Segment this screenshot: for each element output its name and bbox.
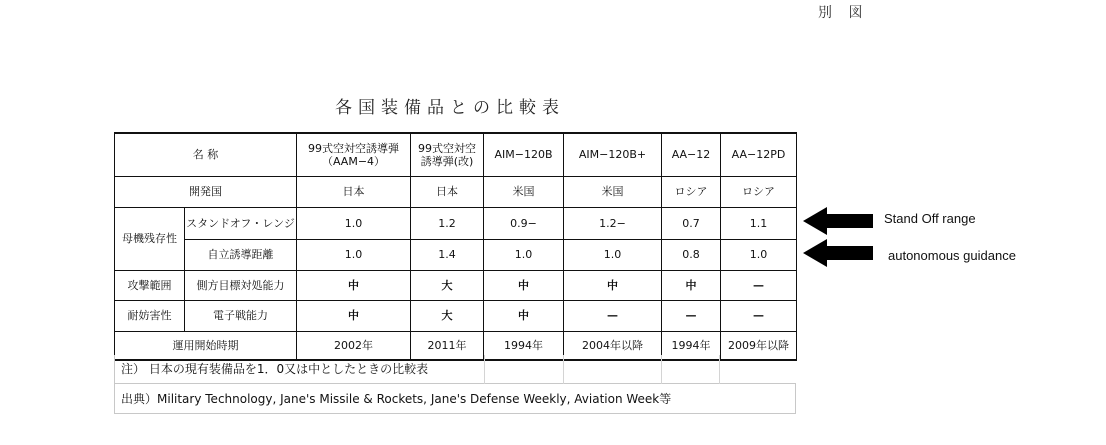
table-cell: 0.8 <box>662 239 721 270</box>
table-cell: 中 <box>484 270 564 300</box>
table-cell: 日本 <box>411 176 484 207</box>
group-label-attack-range: 攻撃範囲 <box>115 270 185 300</box>
standoff-annotation: Stand Off range <box>884 211 976 226</box>
arrow-left-icon <box>803 207 873 235</box>
row-label-standoff: スタンドオフ・レンジ <box>185 207 297 239</box>
table-cell: — <box>662 300 721 331</box>
table-row <box>115 270 797 300</box>
note-text: 注） 日本の現有装備品を1．0又は中としたときの比較表 <box>114 355 796 384</box>
divider <box>719 355 720 384</box>
source-text: 出典）Military Technology, Jane's Missile & Rockets, Jane's Defense Weekly, Aviation Week等 <box>114 384 796 414</box>
annex-label: 別 図 <box>818 5 869 21</box>
col-header-aam4-kai: 99式空対空 誘導弾(改) <box>411 133 484 176</box>
table-cell: — <box>721 270 797 300</box>
table-row <box>115 239 797 270</box>
table-cell: 2009年以降 <box>721 331 797 360</box>
table-cell: 1994年 <box>484 331 564 360</box>
table-cell: 米国 <box>484 176 564 207</box>
comparison-table <box>114 132 797 361</box>
table-cell: 米国 <box>564 176 662 207</box>
page-title: 各国装備品との比較表 <box>335 98 565 118</box>
col-header-aim120b: AIM−120B <box>484 133 564 176</box>
group-label-ecm-resistance: 耐妨害性 <box>115 300 185 331</box>
table-cell: 1.0 <box>484 239 564 270</box>
row-label-lateral: 側方目標対処能力 <box>185 270 297 300</box>
table-cell: 中 <box>297 300 411 331</box>
col-header-aam4: 99式空対空誘導弾 （AAM−4） <box>297 133 411 176</box>
table-cell: 中 <box>297 270 411 300</box>
table-cell: 大 <box>411 300 484 331</box>
col-header-aa12: AA−12 <box>662 133 721 176</box>
table-cell: 中 <box>662 270 721 300</box>
table-cell: 1.1 <box>721 207 797 239</box>
row-label-ew: 電子戦能力 <box>185 300 297 331</box>
table-cell: 1.0 <box>297 239 411 270</box>
table-cell: — <box>721 300 797 331</box>
table-cell: 0.9− <box>484 207 564 239</box>
table-cell: 中 <box>484 300 564 331</box>
table-cell: 1.2 <box>411 207 484 239</box>
group-label-survivability: 母機残存性 <box>115 207 185 270</box>
table-cell: 大 <box>411 270 484 300</box>
table-cell: ロシア <box>721 176 797 207</box>
row-label-start: 運用開始時期 <box>115 331 297 360</box>
table-cell: 2002年 <box>297 331 411 360</box>
table-cell: 1.0 <box>564 239 662 270</box>
arrow-left-icon <box>803 239 873 267</box>
table-cell: 1.0 <box>721 239 797 270</box>
table-row <box>115 207 797 239</box>
row-label-autonomous: 自立誘導距離 <box>185 239 297 270</box>
divider <box>563 355 564 384</box>
table-cell: 1994年 <box>662 331 721 360</box>
table-row <box>115 176 797 207</box>
table-cell: 1.4 <box>411 239 484 270</box>
header-row <box>115 133 797 176</box>
divider <box>661 355 662 384</box>
table-cell: — <box>564 300 662 331</box>
table-cell: 日本 <box>297 176 411 207</box>
table-cell: ロシア <box>662 176 721 207</box>
autonomous-annotation: autonomous guidance <box>888 248 1016 263</box>
divider <box>484 355 485 384</box>
row-label-dev-country: 開発国 <box>115 176 297 207</box>
col-header-aim120b-plus: AIM−120B+ <box>564 133 662 176</box>
name-header: 名 称 <box>115 133 297 176</box>
col-header-aa12pd: AA−12PD <box>721 133 797 176</box>
table-cell: 0.7 <box>662 207 721 239</box>
table-row <box>115 300 797 331</box>
table-cell: 2004年以降 <box>564 331 662 360</box>
table-cell: 中 <box>564 270 662 300</box>
table-cell: 1.0 <box>297 207 411 239</box>
table-cell: 2011年 <box>411 331 484 360</box>
table-cell: 1.2− <box>564 207 662 239</box>
